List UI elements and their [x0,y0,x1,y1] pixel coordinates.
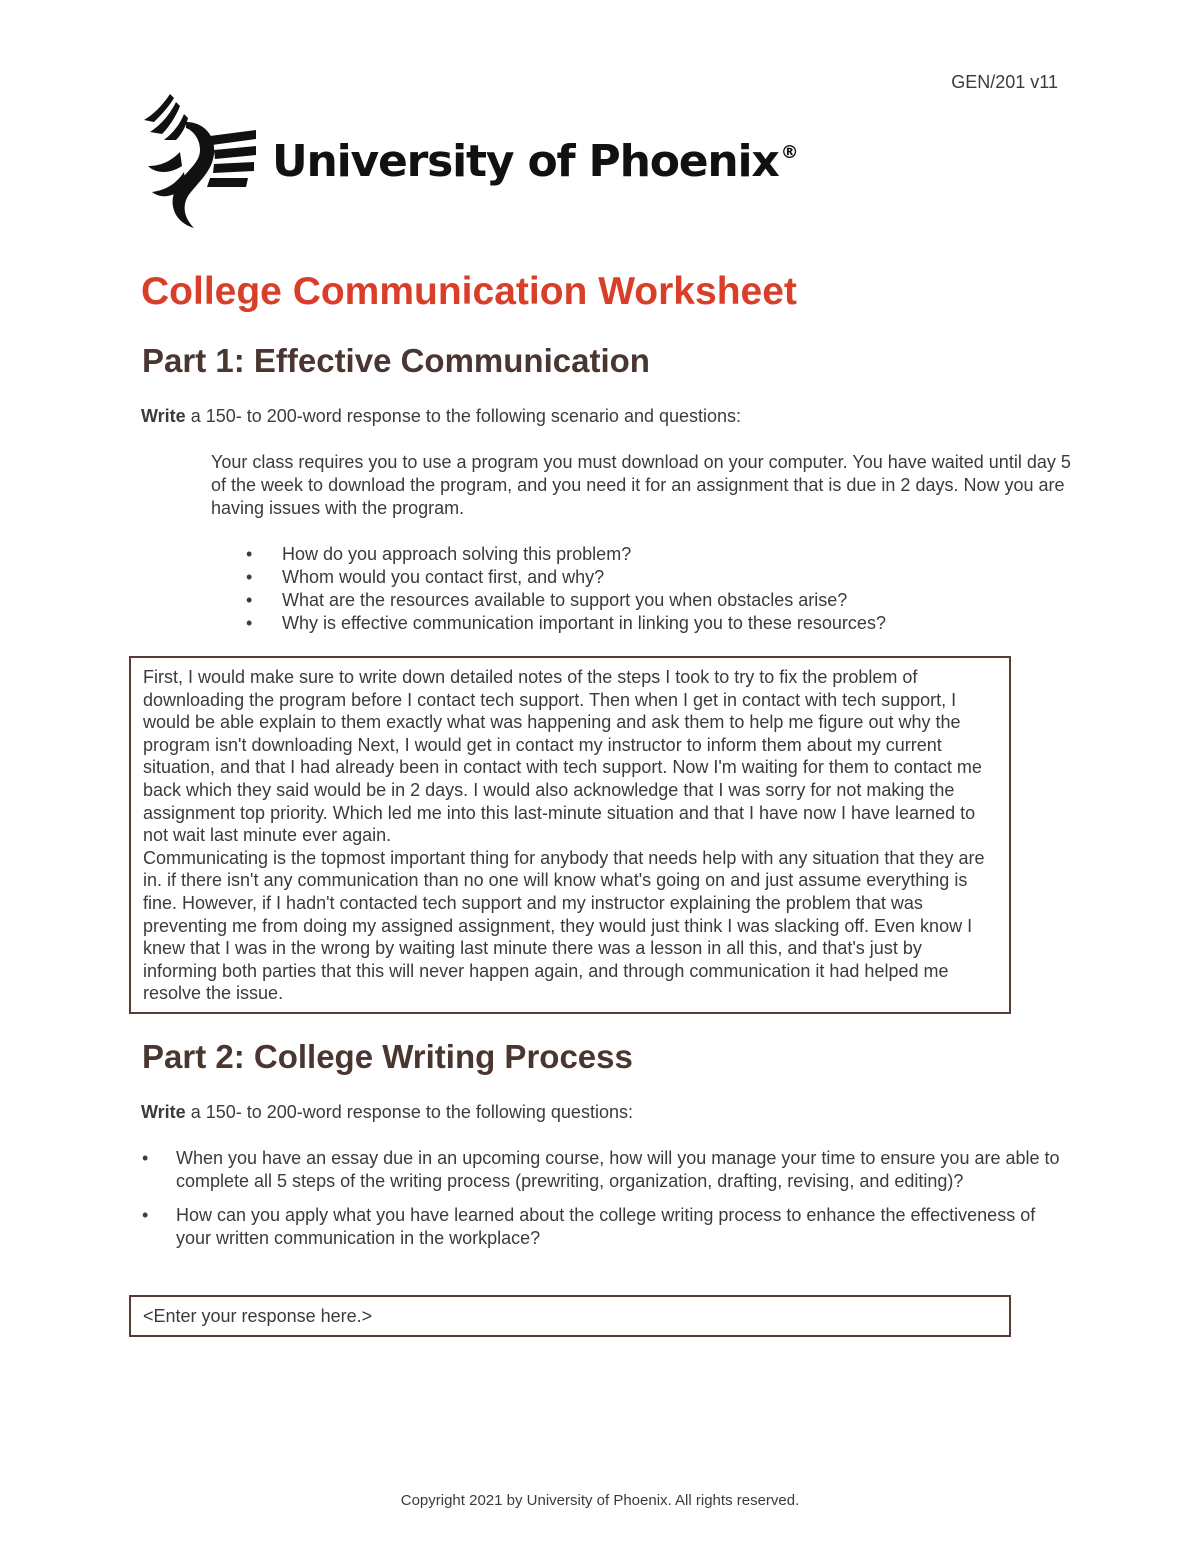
question-text: When you have an essay due in an upcoming course, how will you manage your time to ensure you are able to complete all 5 steps of the writing process (prewriting, organization, drafting, revising, and editing)? [176,1148,1060,1191]
logo-text: University of Phoenix [272,136,779,187]
list-item [246,566,1062,589]
part1-scenario: Your class requires you to use a program you must download on your computer. You have waited until day 5 of the week to download the program, and you need it for an assignment that is due in 2 days. Now you are having issues with the program. [211,452,1071,518]
bullet-icon: • [246,567,253,587]
part1-instruction-text: a 150- to 200-word response to the following scenario and questions: [185,406,742,426]
question-text: What are the resources available to support you when obstacles arise? [282,590,848,610]
response-placeholder: <Enter your response here.> [143,1306,373,1326]
question-text: Why is effective communication important in linking you to these resources? [282,613,886,633]
bullet-icon: • [142,1205,149,1225]
part2-heading: Part 2: College Writing Process [142,1038,633,1075]
question-text: Whom would you contact first, and why? [282,567,605,587]
document-id: GEN/201 v11 [951,72,1058,92]
part2-response-box[interactable] [129,1295,1011,1337]
part1-question-list [246,543,1062,635]
logo-wordmark [272,136,797,187]
registered-mark: ® [780,142,798,163]
response-paragraph: Communicating is the topmost important thing for anybody that needs help with any situation that they are in. if there isn't any communication than no one will know what's going on and just assume everything is fine. However, if I hadn't contacted tech support and my instructor explaining the problem that was preventing me from doing my assigned assignment, they would just think I was slacking off. Even know I knew that I was in the wrong by waiting last minute there was a lesson in all this, and that's just by informing both parties that this will never happen again, and through communication it had helped me resolve the issue. [143,847,985,1004]
part1-instruction [141,406,741,427]
list-item [246,612,1062,635]
document-title: College Communication Worksheet [141,270,797,313]
list-item [142,1204,1066,1250]
university-logo [140,92,798,232]
part1-response-box[interactable] [129,656,1011,1014]
phoenix-bird-icon [140,92,258,232]
part2-instruction-bold: Write [141,1102,186,1122]
list-item [246,589,1062,612]
question-text: How can you apply what you have learned about the college writing process to enhance the effectiveness of your written communication in the workplace? [176,1205,1036,1248]
part2-instruction [141,1102,633,1123]
list-item [246,543,1062,566]
list-item [142,1147,1066,1193]
bullet-icon: • [142,1148,149,1168]
part2-instruction-text: a 150- to 200-word response to the following questions: [185,1102,633,1122]
part2-question-list [142,1147,1066,1250]
copyright-footer: Copyright 2021 by University of Phoenix. All rights reserved. [400,1492,800,1509]
part1-heading: Part 1: Effective Communication [142,342,650,379]
bullet-icon: • [246,613,253,633]
bullet-icon: • [246,590,253,610]
response-paragraph: First, I would make sure to write down detailed notes of the steps I took to try to fix the problem of downloading the program before I contact tech support. Then when I get in contact with tech support, I would be able explain to them exactly what was happening and ask them to help me figure out why the program isn't downloading Next, I would get in contact my instructor to inform them about my current situation, and that I had already been in contact with tech support. Now I'm waiting for them to contact me back which they said would be in 2 days. I would also acknowledge that I was sorry for not making the assignment top priority. Which led me into this last-minute situation and that I have now I have learned to not wait last minute ever again. [143,667,982,846]
part1-instruction-bold: Write [141,406,186,426]
question-text: How do you approach solving this problem? [282,544,632,564]
bullet-icon: • [246,544,253,564]
